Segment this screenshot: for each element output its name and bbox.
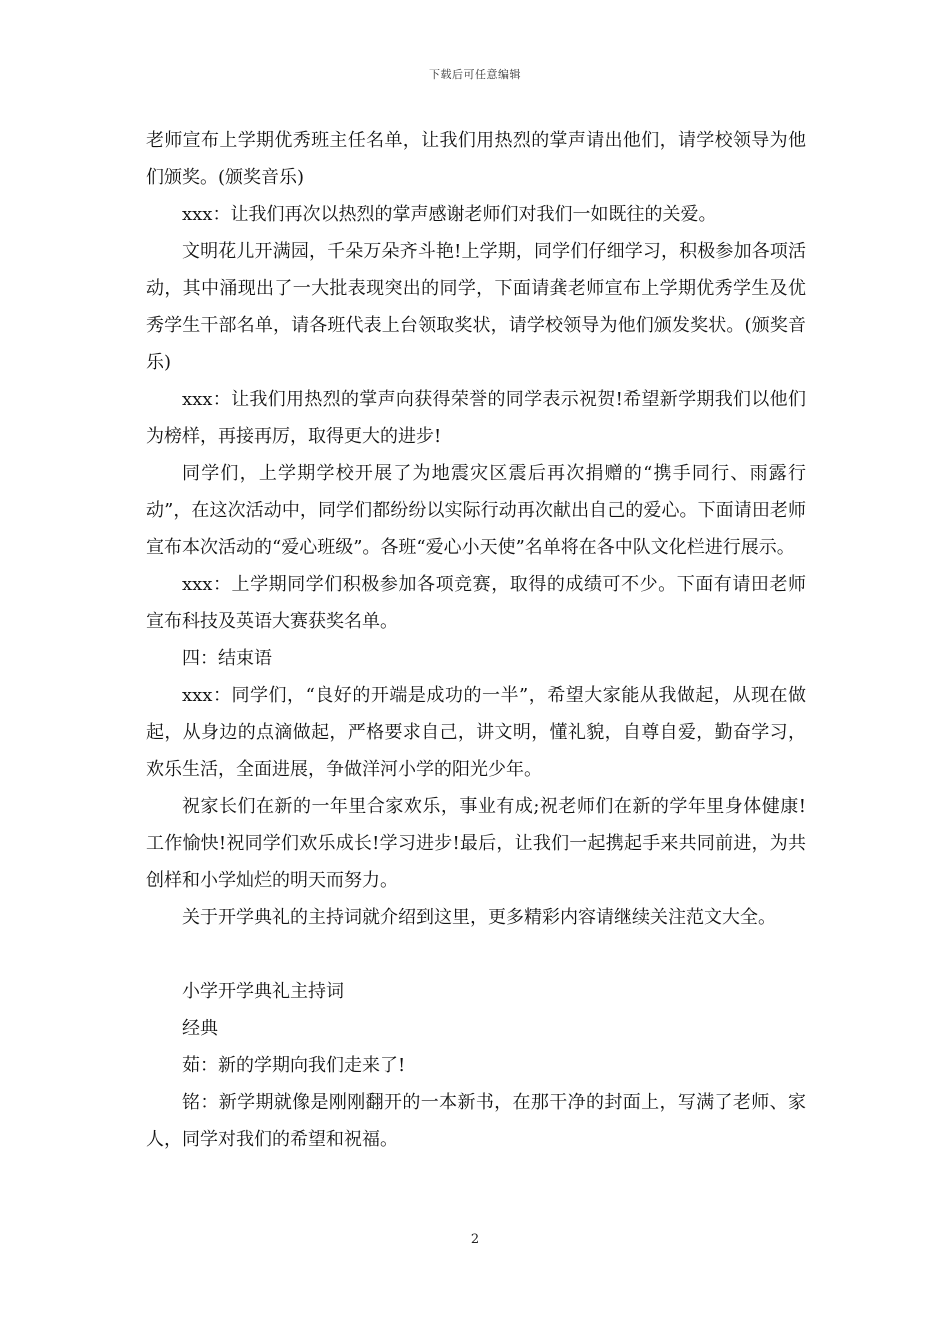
paragraph: 同学们，上学期学校开展了为地震灾区震后再次捐赠的“携手同行、雨露行动”，在这次活动中，同学们都纷纷以实际行动再次献出自己的爱心。下面请田老师宣布本次活动的“爱心班级”。各班“爱心小天使”名单将在各中队文化栏进行展示。	[146, 463, 806, 558]
document-body	[146, 122, 806, 1158]
dialogue-line: 茹：新的学期向我们走来了!	[182, 1055, 406, 1076]
section-heading: 四：结束语	[182, 648, 272, 669]
dialogue-line: 铭：新学期就像是刚刚翻开的一本新书，在那干净的封面上，写满了老师、家人，同学对我们的希望和祝福。	[146, 1092, 806, 1150]
page-header: 下载后可任意编辑	[429, 68, 521, 81]
section-subtitle: 经典	[182, 1018, 218, 1039]
paragraph: xxx：让我们再次以热烈的掌声感谢老师们对我们一如既往的关爱。	[182, 204, 717, 225]
paragraph: 关于开学典礼的主持词就介绍到这里，更多精彩内容请继续关注范文大全。	[182, 907, 776, 928]
paragraph: 文明花儿开满园，千朵万朵齐斗艳!上学期，同学们仔细学习，积极参加各项活动，其中涌现出了一大批表现突出的同学，下面请龚老师宣布上学期优秀学生及优秀学生干部名单，请各班代表上台领取奖状，请学校领导为他们颁发奖状。(颁奖音乐)	[146, 241, 806, 373]
paragraph: 老师宣布上学期优秀班主任名单，让我们用热烈的掌声请出他们，请学校领导为他们颁奖。(颁奖音乐)	[146, 130, 806, 188]
page-number: 2	[470, 1232, 480, 1247]
paragraph: xxx：同学们，“良好的开端是成功的一半”，希望大家能从我做起，从现在做起，从身边的点滴做起，严格要求自己，讲文明，懂礼貌，自尊自爱，勤奋学习，欢乐生活，全面进展，争做洋河小学的阳光少年。	[146, 685, 806, 780]
paragraph: 祝家长们在新的一年里合家欢乐，事业有成;祝老师们在新的学年里身体健康!工作愉快!祝同学们欢乐成长!学习进步!最后，让我们一起携起手来共同前进，为共创样和小学灿烂的明天而努力。	[146, 796, 806, 891]
section-title: 小学开学典礼主持词	[182, 981, 344, 1002]
paragraph: xxx：让我们用热烈的掌声向获得荣誉的同学表示祝贺!希望新学期我们以他们为榜样，再接再厉，取得更大的进步!	[146, 389, 806, 447]
paragraph: xxx：上学期同学们积极参加各项竞赛，取得的成绩可不少。下面有请田老师宣布科技及英语大赛获奖名单。	[146, 574, 806, 632]
blank-line	[146, 936, 806, 973]
